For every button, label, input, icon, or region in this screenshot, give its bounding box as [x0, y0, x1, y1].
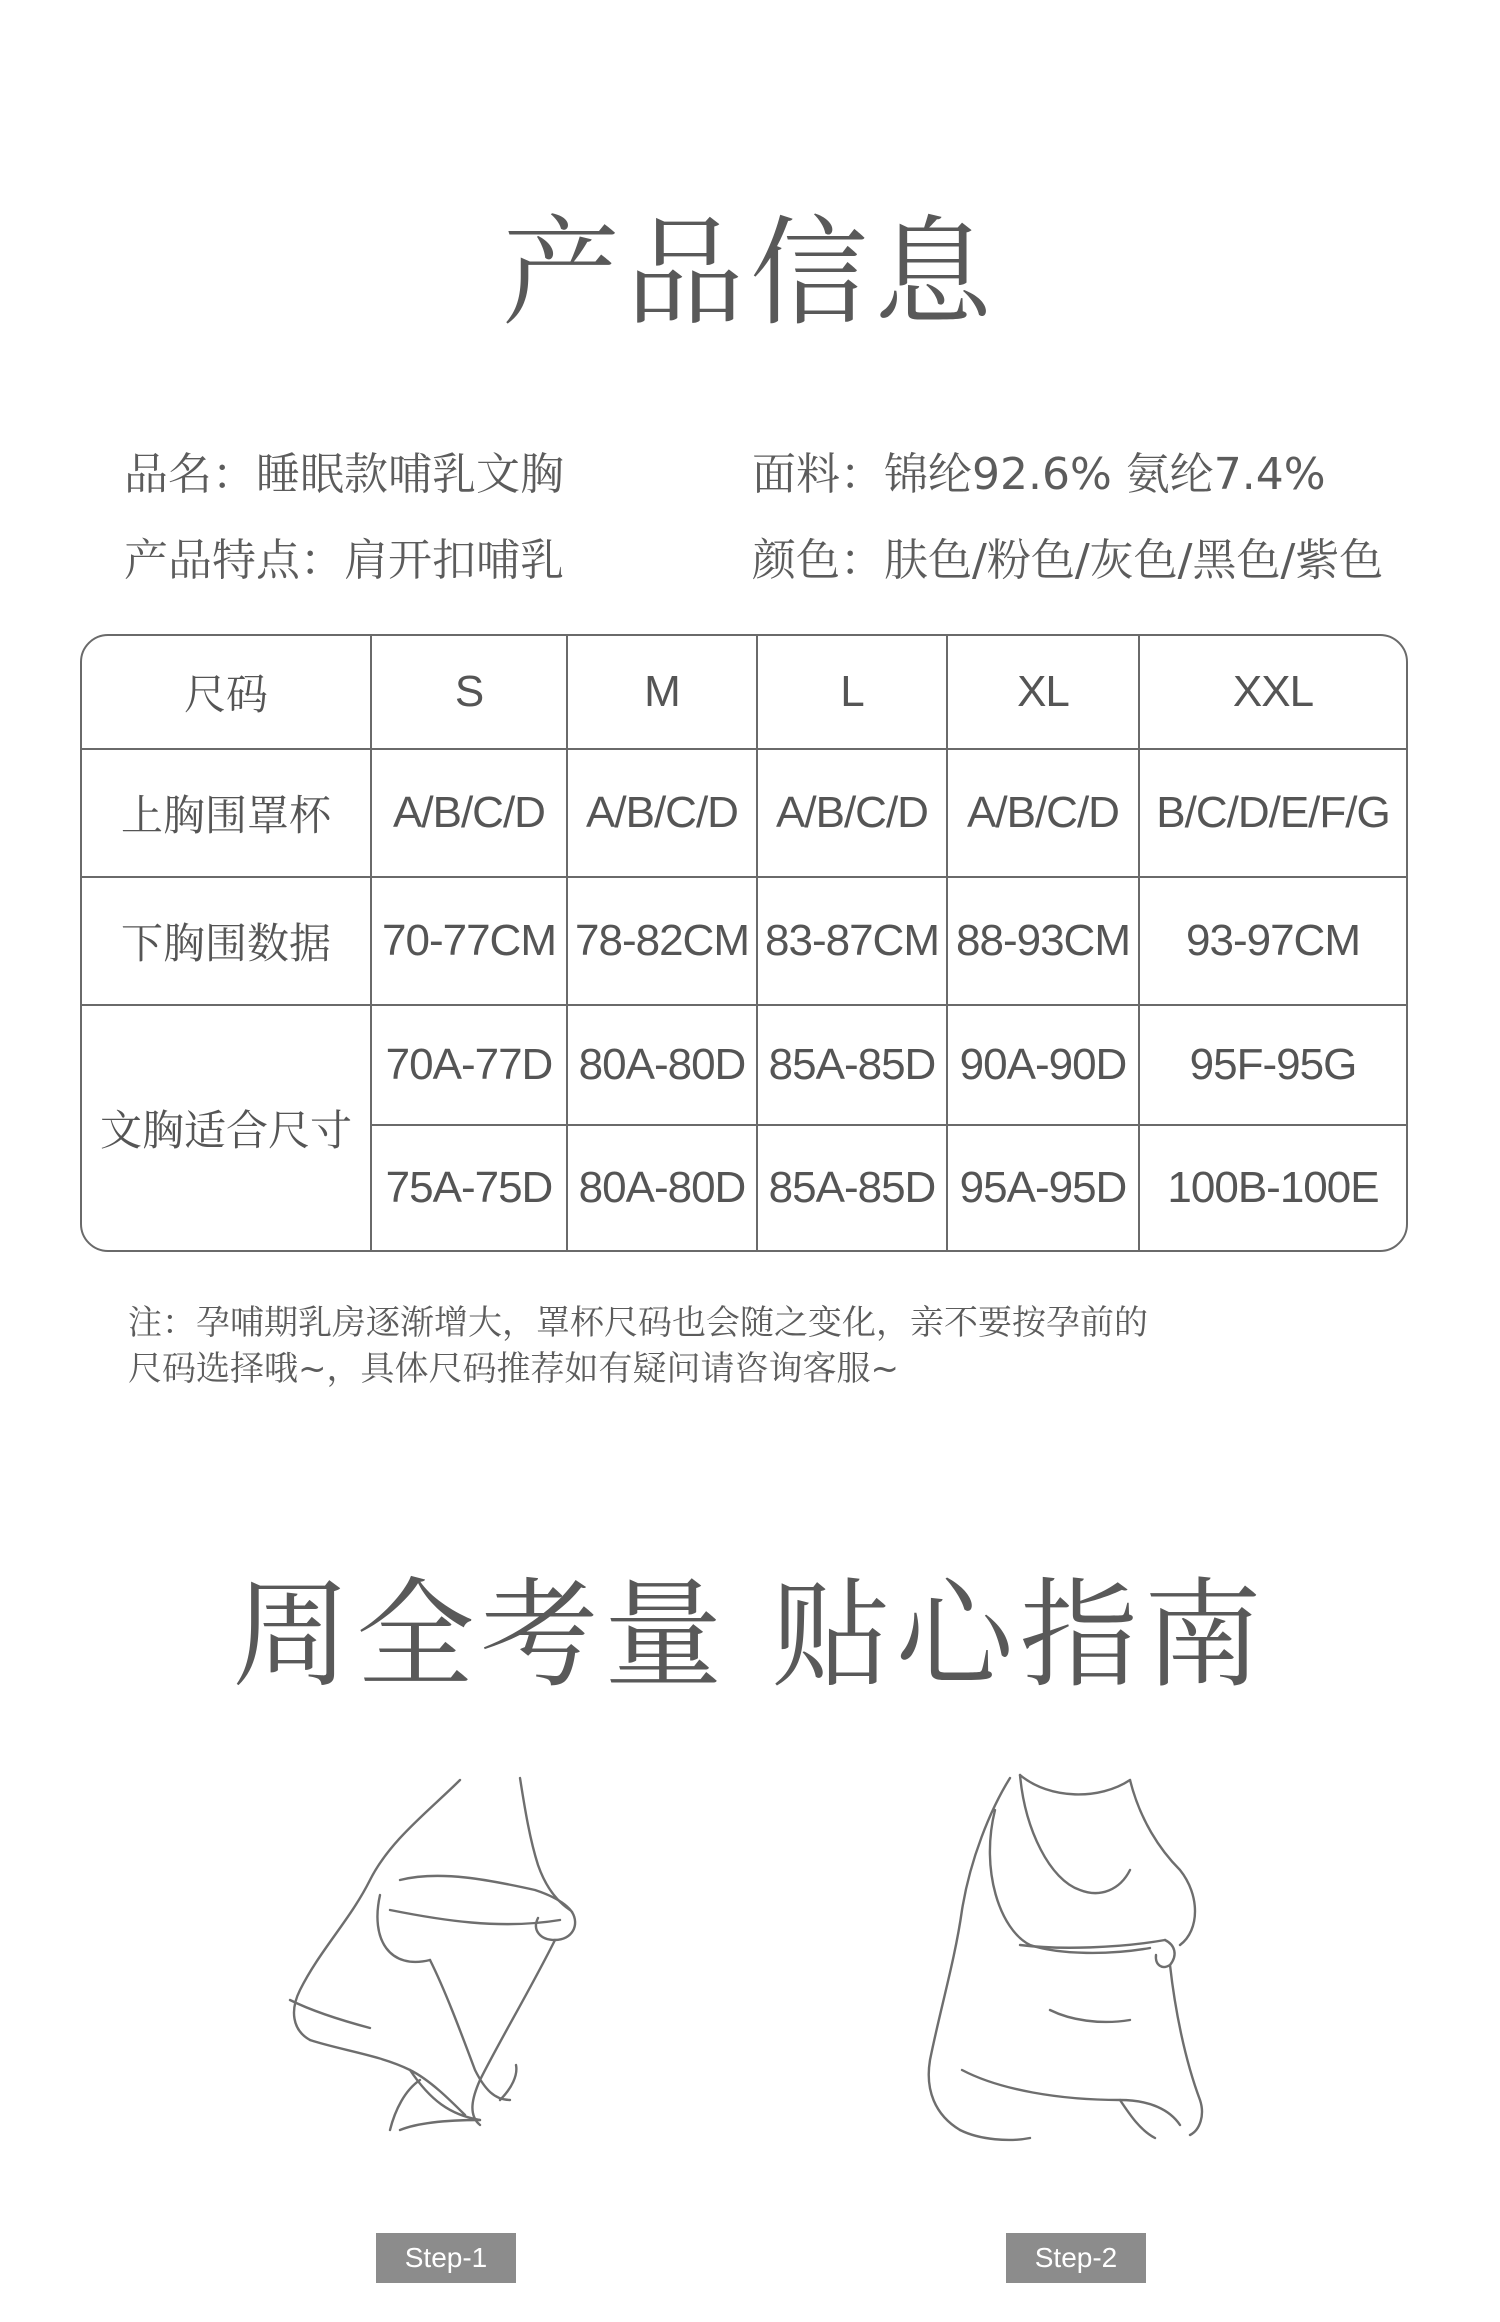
product-fabric: 面料：锦纶92.6% 氨纶7.4%: [752, 449, 1326, 500]
header-cell-xl: XL: [948, 636, 1140, 750]
row-label-fit: 文胸适合尺寸: [82, 1006, 372, 1250]
table-cell: 93-97CM: [1140, 878, 1406, 1006]
measure-underbust-illustration: [900, 1770, 1220, 2150]
table-cell: 80A-80D: [568, 1126, 758, 1250]
table-cell: 85A-85D: [758, 1126, 948, 1250]
header-cell-m: M: [568, 636, 758, 750]
step-2-badge: Step-2: [1006, 2233, 1146, 2283]
row-label-underbust: 下胸围数据: [82, 878, 372, 1006]
table-cell: 70-77CM: [372, 878, 568, 1006]
table-cell: 85A-85D: [758, 1006, 948, 1126]
header-cell-size: 尺码: [82, 636, 372, 750]
table-cell: 70A-77D: [372, 1006, 568, 1126]
measure-upper-bust-illustration: [280, 1770, 620, 2150]
size-table: [80, 634, 1408, 1252]
section-title-guide: 周全考量 贴心指南: [232, 1566, 1268, 1704]
step-1-badge: Step-1: [376, 2233, 516, 2283]
table-row-cup: [82, 750, 1406, 878]
table-cell: A/B/C/D: [948, 750, 1140, 878]
table-cell: 88-93CM: [948, 878, 1140, 1006]
table-cell: 75A-75D: [372, 1126, 568, 1250]
table-cell: 95A-95D: [948, 1126, 1140, 1250]
header-cell-l: L: [758, 636, 948, 750]
table-row-fit-1: [82, 1006, 1406, 1126]
table-cell: 100B-100E: [1167, 1163, 1379, 1212]
note-line-2: 尺码选择哦~，具体尺码推荐如有疑问请咨询客服~: [128, 1349, 899, 1389]
header-cell-xxl: XXL: [1140, 636, 1406, 750]
table-cell: B/C/D/E/F/G: [1140, 750, 1406, 878]
product-name: 品名：睡眠款哺乳文胸: [124, 449, 564, 500]
table-cell: 78-82CM: [568, 878, 758, 1006]
table-cell: 83-87CM: [758, 878, 948, 1006]
note-line-1: 注：孕哺期乳房逐渐增大，罩杯尺码也会随之变化，亲不要按孕前的: [128, 1303, 1148, 1343]
table-cell: 95F-95G: [1140, 1006, 1406, 1126]
size-table-header-row: [82, 636, 1406, 750]
table-cell: A/B/C/D: [568, 750, 758, 878]
size-note: [128, 1300, 1388, 1392]
product-feature: 产品特点：肩开扣哺乳: [124, 535, 564, 586]
product-colors: 颜色：肤色/粉色/灰色/黑色/紫色: [752, 535, 1384, 586]
header-cell-s: S: [372, 636, 568, 750]
table-row-underbust: [82, 878, 1406, 1006]
section-title-product-info: 产品信息: [501, 204, 998, 342]
table-cell: 80A-80D: [568, 1006, 758, 1126]
row-label-cup: 上胸围罩杯: [82, 750, 372, 878]
table-cell: A/B/C/D: [372, 750, 568, 878]
table-cell: A/B/C/D: [758, 750, 948, 878]
table-cell: 90A-90D: [948, 1006, 1140, 1126]
